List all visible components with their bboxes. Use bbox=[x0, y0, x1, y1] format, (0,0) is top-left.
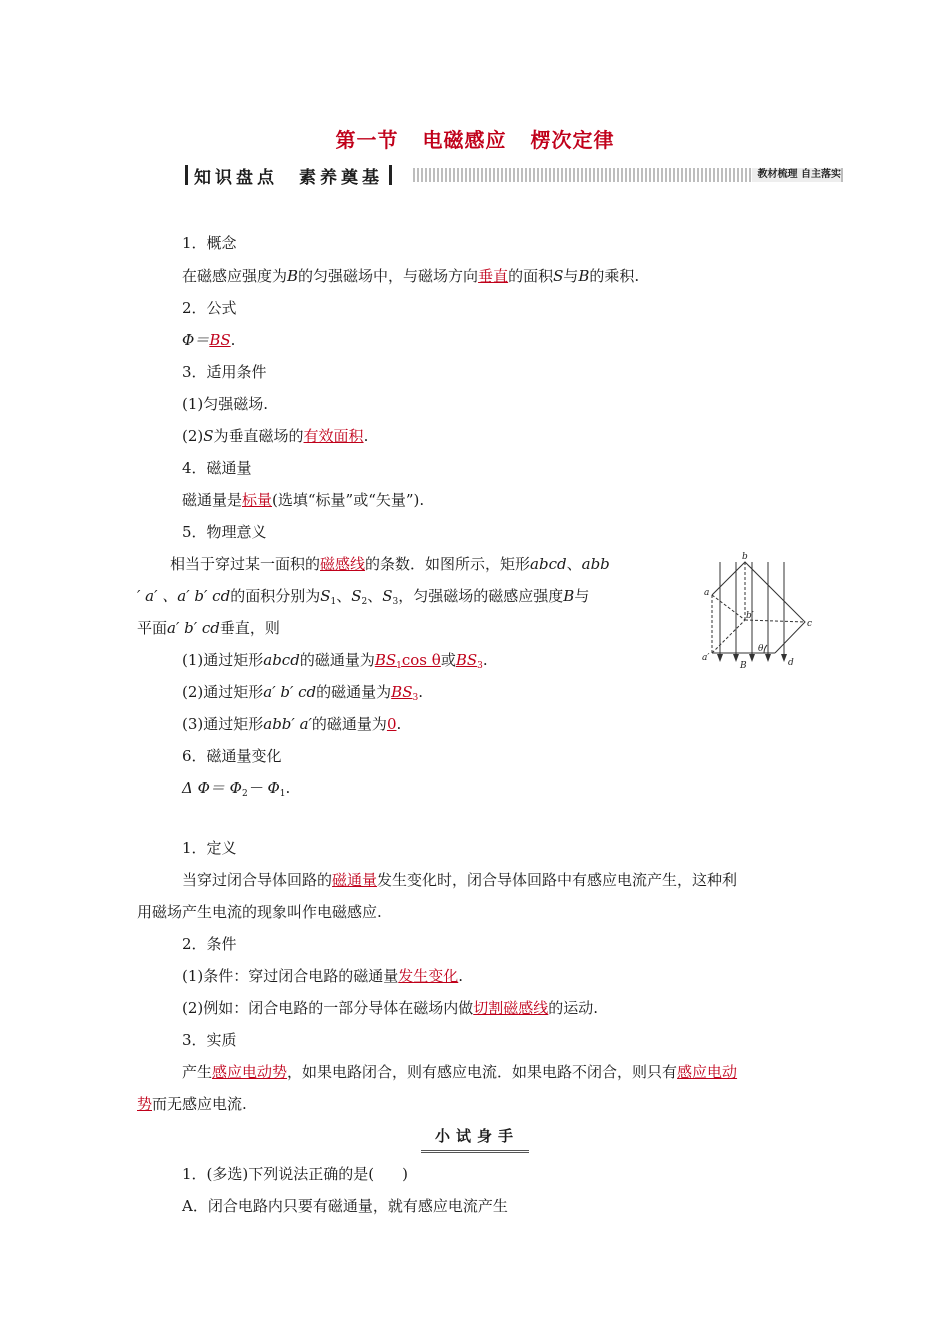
flux-rectangle-figure bbox=[700, 550, 820, 670]
answer-blank: 切割磁感线 bbox=[473, 999, 549, 1017]
practice-heading-text: 小试身手 bbox=[421, 1125, 529, 1153]
figure-label-a-prime: a′ bbox=[702, 653, 710, 663]
page-title bbox=[0, 124, 950, 153]
flux-condition-1: (1)匀强磁场. bbox=[182, 395, 269, 413]
answer-blank: 发生变化 bbox=[398, 967, 459, 985]
answer-blank: 垂直 bbox=[478, 267, 509, 285]
induction-condition-2: (2)例如：闭合电路的一部分导体在磁场内做切割磁感线的运动. bbox=[182, 999, 599, 1017]
section-marker bbox=[185, 165, 188, 185]
induction-essence-line-1: 产生感应电动势，如果电路闭合，则有感应电流．如果电路不闭合，则只有感应电动 bbox=[182, 1063, 738, 1081]
answer-blank: $BS_3$ bbox=[455, 651, 483, 671]
induction-heading-conditions: 2．条件 bbox=[182, 935, 237, 953]
induction-definition-line-2: 用磁场产生电流的现象叫作电磁感应. bbox=[137, 903, 382, 921]
flux-heading-conditions: 3．适用条件 bbox=[182, 363, 267, 381]
figure-label-theta: θ bbox=[758, 644, 764, 654]
answer-blank: 感应电动势 bbox=[212, 1063, 288, 1081]
flux-concept-text: 在磁感应强度为B的匀强磁场中，与磁场方向垂直的面积S与B的乘积. bbox=[182, 267, 640, 285]
answer-blank: 磁通量 bbox=[332, 871, 378, 889]
flux-case-3: (3)通过矩形abb′ a′的磁通量为0. bbox=[182, 715, 402, 733]
answer-blank: $BS_3$ bbox=[391, 683, 419, 703]
flux-heading-formula: 2．公式 bbox=[182, 299, 237, 317]
induction-condition-1: (1)条件：穿过闭合电路的磁通量发生变化. bbox=[182, 967, 464, 985]
induction-heading-essence: 3．实质 bbox=[182, 1031, 237, 1049]
answer-blank: 0 bbox=[386, 715, 397, 733]
flux-meaning-line-1: 相当于穿过某一面积的磁感线的条数．如图所示，矩形abcd、abb bbox=[170, 555, 610, 573]
question-1-option-a: A．闭合电路内只要有磁通量，就有感应电流产生 bbox=[182, 1197, 508, 1215]
flux-case-2: (2)通过矩形a′ b′ cd的磁通量为$BS_3$. bbox=[182, 683, 423, 703]
question-1: 1．(多选)下列说法正确的是( ) bbox=[182, 1165, 408, 1183]
answer-blank: 有效面积 bbox=[303, 427, 364, 445]
induction-heading-definition: 1．定义 bbox=[182, 839, 237, 857]
section-heading bbox=[185, 164, 392, 186]
induction-definition-line-1: 当穿过闭合导体回路的磁通量发生变化时，闭合导体回路中有感应电流产生，这种利 bbox=[182, 871, 738, 889]
answer-blank: 标量 bbox=[242, 491, 273, 509]
flux-meaning-line-2: ′ a′ 、a′ b′ cd的面积分别为$S_1$、$S_2$、$S_3$，匀强磁场的磁感应强度B与 bbox=[137, 587, 590, 607]
figure-label-c: c bbox=[807, 619, 813, 629]
title-topic-2: 楞次定律 bbox=[530, 128, 615, 152]
answer-blank: BS bbox=[209, 331, 231, 349]
flux-change-formula: Δ $\Phi= \Phi_2- \Phi_1$. bbox=[182, 779, 291, 799]
section-heading-text: 知识盘点 素养奠基 bbox=[194, 167, 383, 188]
practice-heading bbox=[0, 1125, 950, 1153]
answer-blank: 磁感线 bbox=[320, 555, 366, 573]
figure-label-d: d bbox=[788, 658, 794, 668]
section-bar bbox=[185, 164, 845, 186]
flux-heading-quantity: 4．磁通量 bbox=[182, 459, 252, 477]
flux-heading-change: 6．磁通量变化 bbox=[182, 747, 282, 765]
figure-label-B: B bbox=[740, 661, 747, 670]
flux-quantity-text: 磁通量是标量(选填“标量”或“矢量”). bbox=[182, 491, 425, 509]
figure-label-a: a bbox=[704, 588, 710, 598]
flux-condition-2: (2)S为垂直磁场的有效面积. bbox=[182, 427, 369, 445]
flux-heading-concept: 1．概念 bbox=[182, 234, 237, 252]
title-section-number: 第一节 bbox=[335, 128, 399, 152]
answer-blank: 感应电动 bbox=[677, 1063, 738, 1081]
flux-meaning-line-3: 平面a′ b′ cd垂直，则 bbox=[137, 619, 280, 637]
flux-heading-meaning: 5．物理意义 bbox=[182, 523, 267, 541]
figure-label-b: b bbox=[742, 552, 748, 562]
answer-blank: 势 bbox=[137, 1095, 153, 1113]
section-divider bbox=[389, 165, 392, 185]
figure-label-b-prime: b′ bbox=[746, 611, 754, 621]
induction-essence-line-2: 势而无感应电流. bbox=[137, 1095, 247, 1113]
flux-formula: Φ＝BS. bbox=[182, 331, 236, 349]
answer-blank: $BS_1\cos$ θ bbox=[374, 651, 441, 671]
title-topic-1: 电磁感应 bbox=[422, 128, 507, 152]
flux-case-1: (1)通过矩形abcd的磁通量为$BS_1\cos$ θ或$BS_3$. bbox=[182, 651, 488, 671]
section-tag: 教材梳理 自主落实 bbox=[752, 168, 841, 182]
